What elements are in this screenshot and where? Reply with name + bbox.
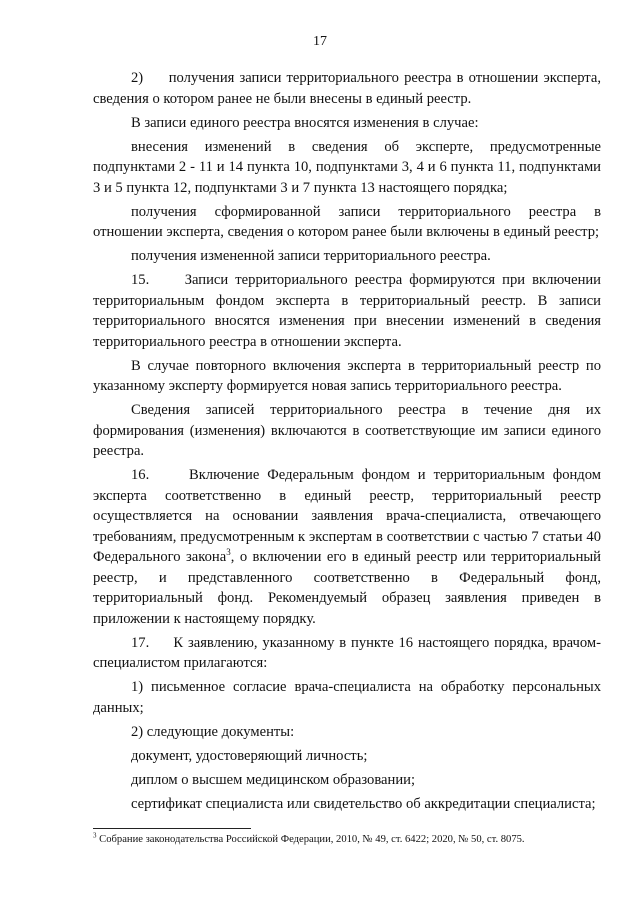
paragraph-consent: 1) письменное согласие врача-специалиста на обработку персональных данных; (93, 679, 601, 716)
footnote (93, 833, 613, 847)
paragraph-diploma: диплом о высшем медицинском образовании; (131, 771, 415, 788)
footnote-text: Собрание законодательства Российской Федерации, 2010, № 49, ст. 6422; 2020, № 50, ст. 8075. (99, 834, 525, 845)
paragraph-case-formed-record: получения сформированной записи территориального реестра в отношении эксперта, сведения о котором ранее были включены в единый реестр; (93, 203, 601, 240)
item-16-text-start: 16. Включение Федеральным фондом и территориальным фондом эксперта соответственно в единый реестр, территориальный реестр осуществляется на основании заявления врача-специалиста, отвечающего требованиям, предусмотренным к экспертам в соответствии с частью 7 статьи 40 Федерального закона (93, 467, 601, 565)
paragraph-records-timing: Сведения записей территориального реестра в течение дня их формирования (изменения) включаются в соответствующие им записи единого реестра. (93, 402, 601, 459)
footnote-marker: 3 (93, 831, 97, 840)
item-16-text-end: , о включении его в единый реестр или территориальный реестр, и представленного соответственно в Федеральный фонд, территориальный фонд. Рекомендуемый образец заявления приведен в приложении к настоящему порядку. (93, 549, 601, 627)
paragraph-item-16 (93, 465, 601, 629)
paragraph-item-2: 2) получения записи территориального реестра в отношении эксперта, сведения о котором ранее не были внесены в единый реестр. (93, 70, 601, 107)
document-body (93, 68, 601, 814)
footnote-divider (93, 828, 251, 829)
paragraph-item-15: 15. Записи территориального реестра формируются при включении территориальным фондом эксперта в территориальный реестр. В записи территориального вносятся изменения при внесении изменений в сведения территориального реестра в отношении эксперта. (93, 272, 601, 350)
paragraph-item-17: 17. К заявлению, указанному в пункте 16 настоящего порядка, врачом-специалистом прилагаются: (93, 634, 601, 671)
paragraph-certificate: сертификат специалиста или свидетельство об аккредитации специалиста; (131, 795, 596, 812)
paragraph-case-changed-record: получения измененной записи территориального реестра. (131, 248, 491, 264)
paragraph-repeat-inclusion: В случае повторного включения эксперта в территориальный реестр по указанному эксперту формируется новая запись территориального реестра. (93, 357, 601, 394)
footnote-reference[interactable]: 3 (226, 547, 231, 558)
paragraph-case-changes: внесения изменений в сведения об эксперте, предусмотренные подпунктами 2 - 11 и 14 пункта 10, подпунктами 3, 4 и 6 пункта 11, подпунктами 3 и 5 пункта 12, подпунктами 3 и 7 пункта 13 настоящего порядка; (93, 138, 601, 196)
paragraph-changes-intro: В записи единого реестра вносятся изменения в случае: (131, 114, 479, 131)
page-number: 17 (313, 34, 327, 49)
paragraph-documents: 2) следующие документы: (131, 723, 295, 740)
paragraph-identity-document: документ, удостоверяющий личность; (131, 747, 368, 764)
